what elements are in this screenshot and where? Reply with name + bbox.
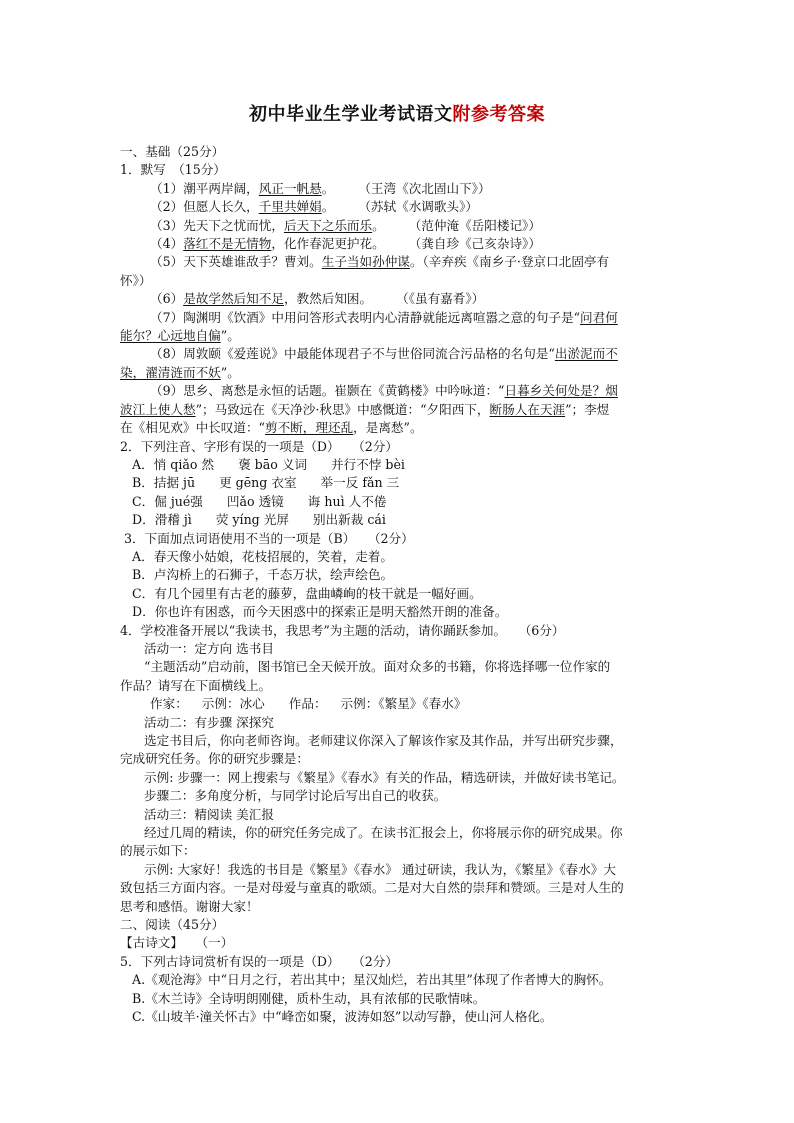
q1-item-8-cont: 染，濯清涟而不妖”。: [120, 364, 240, 380]
exam-content: [120, 143, 676, 1027]
q3-heading: 3．下面加点词语使用不当的一项是（B） （2分）: [124, 530, 414, 546]
q2-heading: 2．下列注音、字形有误的一项是（D） （2分）: [120, 438, 398, 454]
paragraph-line: “主题活动”启动前，图书馆已全天候开放。面对众多的书籍，你将选择哪一位作家的: [144, 659, 611, 675]
q1-item-7-cont: 能尔？心远地自偏”。: [120, 328, 240, 344]
step-two: 步骤二：多角度分析，与同学讨论后写出自己的收获。: [144, 788, 447, 804]
q5-option: A.《观沧海》中“日月之行，若出其中；星汉灿烂，若出其里”体现了作者博大的胸怀。: [132, 972, 612, 988]
answer-text: 风正一帆悬: [258, 180, 322, 196]
answer-text: 生子当如孙仲谋: [321, 254, 410, 270]
q1-item-8: （8）周敦颐《爱莲说》中最能体现君子不与世俗同流合污品格的名句是“出淤泥而不: [150, 346, 618, 362]
answer-text: 断肠人在天涯: [489, 401, 566, 417]
paragraph-line: 经过几周的精读，你的研究任务完成了。在读书汇报会上，你将展示你的研究成果。你: [144, 825, 623, 841]
q1-item-9: （9）思乡、离愁是永恒的话题。崔颢在《黄鹤楼》中吟咏道：“日暮乡关何处是？烟: [150, 383, 618, 399]
section-heading-reading: 二、阅读（45分）: [120, 917, 225, 933]
q4-heading: 4．学校准备开展以“我读书，我思考”为主题的活动，请你踊跃参加。 （6分）: [120, 622, 565, 638]
paragraph-line: 示例: 大家好！我选的书目是《繁星》《春水》 通过研读，我认为，《繁星》《春水》大: [144, 861, 616, 877]
paragraph-line: 完成研究任务。你的研究步骤是：: [120, 751, 309, 767]
section-heading-basics: 一、基础（25分）: [120, 144, 225, 159]
q5-heading: 5．下列古诗词赏析有误的一项是（D） （2分）: [120, 953, 398, 969]
q1-item-9-cont: 波江上使人愁”；马致远在《天净沙·秋思》中感慨道：“夕阳西下，断肠人在天涯”；李煜: [120, 401, 610, 417]
answer-text: 日暮乡关何处是？烟: [504, 383, 618, 399]
q2-option: D．滑稽 jì 荧 yíng 光屏 别出新裁 cái: [132, 512, 386, 528]
answer-text: 能尔？心远地自偏: [120, 328, 221, 344]
q1-item-5-cont: 怀》）: [120, 272, 152, 288]
answer-text: 出淤泥而不: [554, 346, 618, 362]
q5-option: C.《山坡羊·潼关怀古》中“峰峦如聚，波涛如怒”以动写静，使山河人格化。: [132, 1009, 553, 1025]
q3-option: C．有几个园里有古老的藤萝，盘曲嶙峋的枝干就是一幅好画。: [132, 585, 482, 601]
title-highlight: 附参考答案: [452, 104, 545, 125]
q1-item: （2）但愿人长久，千里共婵娟。 （苏轼《水调歌头》）: [150, 199, 478, 215]
answer-text: 后天下之乐而乐: [283, 217, 373, 233]
q2-option: C．倔 jué强 凹ǎo 透镜 诲 huì 人不倦: [132, 493, 387, 509]
activity-two-heading: 活动二：有步骤 深探究: [144, 714, 274, 730]
answer-text: 落红不是无情物: [183, 236, 272, 252]
paragraph-line: 致包括三方面内容。一是对母爱与童真的歌颂。二是对大自然的崇拜和赞颂。三是对人生的: [120, 880, 624, 896]
answer-text: 千里共婵娟: [258, 199, 322, 215]
answer-text: 问君何: [580, 309, 618, 325]
q1-item-5: （5）天下英雄谁敌手？曹刘。生子当如孙仲谋。（辛弃疾《南乡子·登京口北固亭有: [150, 254, 610, 270]
q1-item-7: （7）陶渊明《饮酒》中用问答形式表明内心清静就能远离喧嚣之意的句子是“问君何: [150, 309, 618, 325]
author-works-line: 作家： 示例：冰心 作品： 示例：《繁星》《春水》: [150, 696, 467, 712]
q5-option: B.《木兰诗》全诗明朗刚健，质朴生动，具有浓郁的民歌情味。: [132, 990, 486, 1006]
q2-option: B．拮据 jū 更 gēng 衣室 举一反 fǎn 三: [132, 475, 400, 491]
q3-option: D．你也许有困惑，而今天困惑中的探索正是明天豁然开朗的准备。: [132, 604, 508, 620]
paragraph-line: 选定书目后，你向老师咨询。老师建议你深入了解该作家及其作品，并写出研究步骤，: [144, 733, 623, 748]
title-main: 初中毕业生学业考试语文: [249, 104, 453, 125]
paragraph-line: 的展示如下：: [120, 843, 196, 859]
q1-item: （4）落红不是无情物，化作春泥更护花。 （龚自珍《己亥杂诗》）: [150, 236, 541, 252]
step-one: 示例: 步骤一：网上搜索与《繁星》《春水》有关的作品，精选研读，并做好读书笔记。: [144, 769, 625, 785]
page-title: [0, 100, 794, 126]
answer-text: 剪不断，理还乱: [264, 420, 354, 436]
q1-heading: 1．默写 （15分）: [120, 162, 226, 178]
q1-item-6: （6）是故学然后知不足，教然后知困。 （《虽有嘉肴》）: [150, 291, 485, 307]
q3-option: B．卢沟桥上的石狮子，千态万状，绘声绘色。: [132, 567, 394, 583]
subsection-heading: 【古诗文】 （一）: [120, 935, 234, 951]
answer-text: 是故学然后知不足: [183, 291, 284, 307]
paragraph-line: 作品？请写在下面横线上。: [120, 677, 272, 693]
paragraph-line: 思考和感悟。谢谢大家！: [120, 898, 259, 914]
q1-item: （1）潮平两岸阔，风正一帆悬。 （王湾《次北固山下》）: [150, 180, 491, 196]
q1-item: （3）先天下之忧而忧，后天下之乐而乐。 （范仲淹《岳阳楼记》）: [150, 217, 541, 233]
activity-three-heading: 活动三：精阅读 美汇报: [144, 806, 274, 822]
q1-item-9-cont2: 在《相见欢》中长叹道：“剪不断，理还乱，是离愁”。: [120, 420, 423, 436]
answer-text: 波江上使人愁: [120, 401, 196, 417]
q2-option: A．悄 qiǎo 然 褒 bāo 义词 并行不悖 bèi: [132, 456, 405, 472]
q3-option: A．春天像小姑娘，花枝招展的，笑着，走着。: [132, 548, 393, 564]
activity-one-heading: 活动一：定方向 选书目: [144, 640, 274, 656]
answer-text: 染，濯清涟而不妖: [120, 364, 221, 380]
